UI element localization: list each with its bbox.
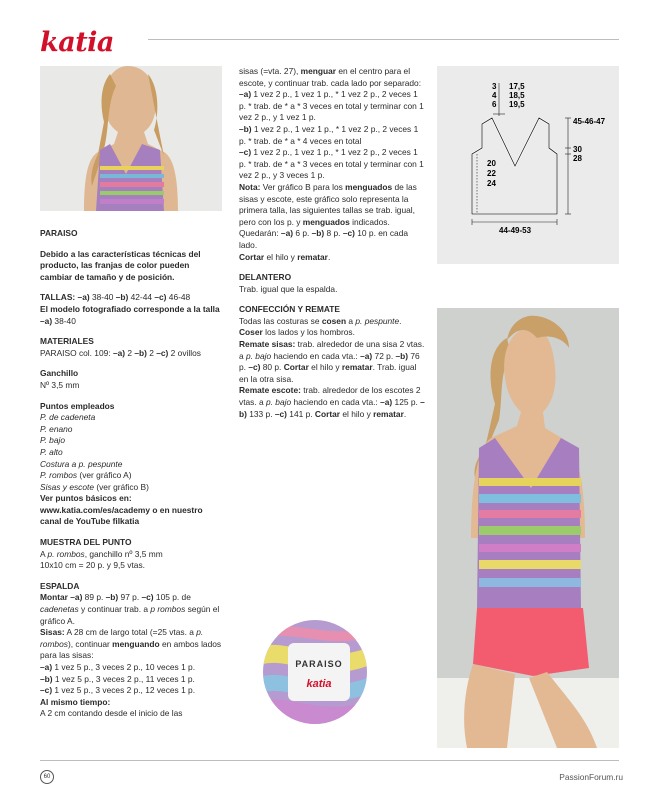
schematic-label: 45-46-47 [573,117,606,126]
puntos-heading: Puntos empleados [40,400,115,411]
muestra-line-2: 10x10 cm = 20 p. y 9,5 vtas. [40,560,145,571]
schematic-label: 30 [573,145,582,154]
schematic-label: 20 [487,159,496,168]
espalda-size-c: –c) 1 vez 5 p., 3 veces 2 p., 12 veces 1 p. [40,685,196,696]
model-photo-small [40,66,222,211]
col2-quedaran: Quedarán: –a) 6 p. –b) 8 p. –c) 10 p. en cada lado. [239,228,409,250]
confeccion-heading: CONFECCIÓN Y REMATE [239,304,340,315]
academy-link[interactable]: Ver puntos básicos en: www.katia.com/es/academy o en nuestro canal de YouTube filkatia [40,493,203,527]
footer-rule [40,760,619,761]
schematic-label: 6 [492,100,497,109]
col2-cortar: Cortar el hilo y rematar. [239,251,331,262]
ganchillo-heading: Ganchillo [40,368,79,379]
punto-item: P. enano [40,423,73,434]
pattern-title: PARAISO [40,228,78,238]
al-mismo-text: A 2 cm contando desde el inicio de las [40,708,183,719]
remate-sisas: Remate sisas: trab. alrededor de una sisa 2 vtas. a p. bajo haciendo en cada vta.: –a) 72 p. –b) 76 p. –c) 80 p. Cortar el hilo y rematar. Trab. igual en la otra sisa. [239,339,425,384]
tallas-note: El modelo fotografiado corresponde a la talla –a) 38-40 [40,303,220,326]
punto-rombos: P. rombos (ver gráfico A) [40,470,132,481]
schematic-label: 22 [487,169,496,178]
yarn-label-brand: katia [306,678,332,690]
model-photo-large [437,308,619,748]
schematic-label: 24 [487,179,496,188]
schematic-label: 4 [492,91,497,100]
punto-item: P. de cadeneta [40,412,96,423]
header-rule [148,39,619,40]
yarn-label-name: PARAISO [295,659,343,669]
instructions-column-1 [40,228,222,720]
muestra-line-1: A p. rombos, ganchillo nº 3,5 mm [40,548,163,559]
col2-size-a: –a) 1 vez 2 p., 1 vez 1 p., * 1 vez 2 p., 2 veces 1 p. * trab. de * a * 3 veces en total y terminar con 1 vez 2 p., y 1 vez 1 p. [239,89,424,123]
page-number: 60 [40,770,54,784]
delantero-text: Trab. igual que la espalda. [239,283,338,294]
espalda-sisas: Sisas: A 28 cm de largo total (=25 vtas. a p. rombos), continuar menguando en ambos lados para las sisas: [40,627,222,661]
schematic-label: 19,5 [509,100,525,109]
punto-sisas: Sisas y escote (ver gráfico B) [40,481,149,492]
tallas-line: TALLAS: –a) 38-40 –b) 42-44 –c) 46-48 [40,292,191,303]
punto-item: Costura a p. pespunte [40,458,123,469]
muestra-heading: MUESTRA DEL PUNTO [40,537,132,548]
espalda-heading: ESPALDA [40,580,80,591]
instructions-column-2 [239,66,425,420]
col2-intro: sisas (=vta. 27), menguar en el centro para el escote, y continuar trab. cada lado por separado: [239,66,422,88]
delantero-heading: DELANTERO [239,272,292,283]
garment-schematic [437,66,619,264]
yarn-ball-image [260,617,370,727]
confeccion-line-2: Coser los lados y los hombros. [239,327,355,338]
site-watermark: PassionForum.ru [559,772,623,782]
materiales-heading: MATERIALES [40,336,94,347]
schematic-label: 44-49-53 [499,226,532,235]
al-mismo-tiempo: Al mismo tiempo: [40,696,111,707]
col2-size-b: –b) 1 vez 2 p., 1 vez 1 p., * 1 vez 2 p., 2 veces 1 p. * trab. de * a * 4 veces en total [239,123,419,146]
katia-logo: katia [40,27,114,58]
col2-size-c: –c) 1 vez 2 p., 1 vez 1 p., * 1 vez 2 p., 2 veces 1 p. * trab. de * a * 3 veces en total y terminar con 1 vez 2 p., y 3 veces 1 p. [239,147,424,181]
schematic-label: 28 [573,154,582,163]
intro-lead: Debido a las características técnicas del producto, las franjas de color pueden cambiar de tamaño y de posición. [40,248,201,282]
col2-nota: Nota: Ver gráfico B para los menguados de las sisas y escote, este gráfico solo representa la primera talla, las siguientes tallas se trab. igual, pero con los p. y menguados indicados. [239,181,417,227]
espalda-size-a: –a) 1 vez 5 p., 3 veces 2 p., 10 veces 1 p. [40,662,196,672]
remate-escote: Remate escote: trab. alrededor de los escotes 2 vtas. a p. bajo haciendo en cada vta.: –a) 125 p. –b) 133 p. –c) 141 p. Cortar el hilo y rematar. [239,385,425,419]
schematic-label: 18,5 [509,91,525,100]
schematic-label: 17,5 [509,82,525,91]
punto-item: P. bajo [40,435,65,446]
confeccion-line-1: Todas las costuras se cosen a p. pespunte. [239,315,402,326]
punto-item: P. alto [40,446,63,457]
espalda-montar: Montar –a) 89 p. –b) 97 p. –c) 105 p. de cadenetas y continuar trab. a p rombos según el gráfico A. [40,592,220,626]
ganchillo-text: Nº 3,5 mm [40,379,80,390]
materiales-text: PARAISO col. 109: –a) 2 –b) 2 –c) 2 ovillos [40,347,201,358]
espalda-size-b: –b) 1 vez 5 p., 3 veces 2 p., 11 veces 1 p. [40,673,195,684]
schematic-label: 3 [492,82,497,91]
